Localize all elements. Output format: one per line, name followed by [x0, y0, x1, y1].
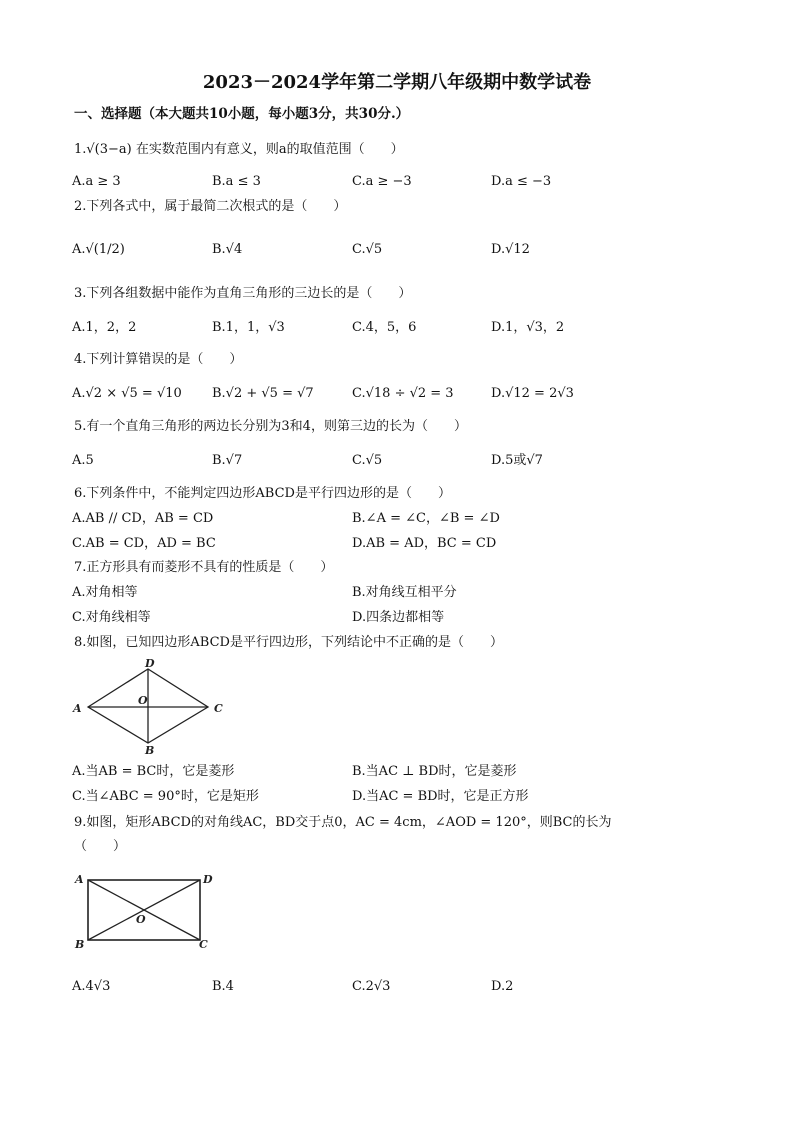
question-5-option-d[interactable]: D.5或√7 [491, 453, 543, 468]
question-1-stem: 1.√(3−a) 在实数范围内有意义，则a的取值范围（ ） [74, 142, 404, 157]
figure-label-c: C [199, 938, 208, 951]
question-5-option-a[interactable]: A.5 [72, 453, 94, 468]
question-9-option-c[interactable]: C.2√3 [352, 979, 391, 994]
figure-label-d: D [203, 873, 213, 886]
page-title: 2023－2024学年第二学期八年级期中数学试卷 [202, 72, 592, 93]
figure-label-c: C [214, 702, 223, 715]
question-9-option-b[interactable]: B.4 [212, 979, 234, 994]
question-7-stem: 7.正方形具有而菱形不具有的性质是（ ） [74, 560, 334, 575]
question-4-option-b[interactable]: B.√2 + √5 = √7 [212, 386, 314, 401]
question-3-option-b[interactable]: B.1，1，√3 [212, 320, 285, 335]
question-5-stem: 5.有一个直角三角形的两边长分别为3和4，则第三边的长为（ ） [74, 419, 467, 434]
question-3-stem: 3.下列各组数据中能作为直角三角形的三边长的是（ ） [74, 286, 412, 301]
rectangle-figure [68, 866, 228, 956]
question-5-option-c[interactable]: C.√5 [352, 453, 383, 468]
question-3-option-c[interactable]: C.4，5，6 [352, 320, 417, 335]
question-7-option-d[interactable]: D.四条边都相等 [352, 610, 445, 625]
question-3-option-d[interactable]: D.1，√3，2 [491, 320, 565, 335]
question-7-option-c[interactable]: C.对角线相等 [72, 610, 151, 625]
question-6-option-b[interactable]: B.∠A = ∠C，∠B = ∠D [352, 511, 500, 526]
question-1-option-c[interactable]: C.a ≥ −3 [352, 174, 412, 189]
question-7-option-a[interactable]: A.对角相等 [72, 585, 138, 600]
question-9-stem-blank: （ ） [74, 839, 127, 854]
question-8-stem: 8.如图，已知四边形ABCD是平行四边形，下列结论中不正确的是（ ） [74, 635, 503, 650]
question-4-stem: 4.下列计算错误的是（ ） [74, 352, 243, 367]
question-9-option-a[interactable]: A.4√3 [72, 979, 111, 994]
question-7-option-b[interactable]: B.对角线互相平分 [352, 585, 457, 600]
question-4-option-d[interactable]: D.√12 = 2√3 [491, 386, 574, 401]
question-2-option-a[interactable]: A.√(1/2) [72, 242, 125, 257]
rhombus-figure [68, 655, 238, 760]
question-4-option-c[interactable]: C.√18 ÷ √2 = 3 [352, 386, 454, 401]
question-2-stem: 2.下列各式中，属于最简二次根式的是（ ） [74, 199, 347, 214]
question-2-option-b[interactable]: B.√4 [212, 242, 243, 257]
question-3-option-a[interactable]: A.1，2，2 [72, 320, 137, 335]
question-6-option-d[interactable]: D.AB = AD，BC = CD [352, 536, 497, 551]
figure-label-a: A [75, 873, 84, 886]
figure-label-o: O [136, 913, 146, 926]
figure-label-b: B [75, 938, 85, 951]
question-2-option-d[interactable]: D.√12 [491, 242, 530, 257]
question-5-option-b[interactable]: B.√7 [212, 453, 243, 468]
figure-label-o: O [138, 694, 148, 707]
question-1-option-a[interactable]: A.a ≥ 3 [72, 174, 121, 189]
question-6-stem: 6.下列条件中，不能判定四边形ABCD是平行四边形的是（ ） [74, 486, 451, 501]
question-6-option-c[interactable]: C.AB = CD，AD = BC [72, 536, 216, 551]
section-heading: 一、选择题（本大题共10小题，每小题3分，共30分.） [74, 106, 410, 122]
question-8-option-d[interactable]: D.当AC = BD时，它是正方形 [352, 789, 529, 804]
question-1-option-d[interactable]: D.a ≤ −3 [491, 174, 552, 189]
question-6-option-a[interactable]: A.AB // CD，AB = CD [72, 511, 214, 526]
question-4-option-a[interactable]: A.√2 × √5 = √10 [72, 386, 182, 401]
figure-label-b: B [145, 744, 155, 757]
figure-label-d: D [145, 657, 155, 670]
question-9-option-d[interactable]: D.2 [491, 979, 514, 994]
question-2-option-c[interactable]: C.√5 [352, 242, 383, 257]
figure-label-a: A [73, 702, 82, 715]
question-1-option-b[interactable]: B.a ≤ 3 [212, 174, 261, 189]
question-8-option-b[interactable]: B.当AC ⊥ BD时，它是菱形 [352, 764, 517, 779]
question-8-option-c[interactable]: C.当∠ABC = 90°时，它是矩形 [72, 789, 259, 804]
question-9-stem: 9.如图，矩形ABCD的对角线AC，BD交于点0，AC = 4cm，∠AOD = 120°，则BC的长为 [74, 815, 612, 830]
question-8-option-a[interactable]: A.当AB = BC时，它是菱形 [72, 764, 235, 779]
